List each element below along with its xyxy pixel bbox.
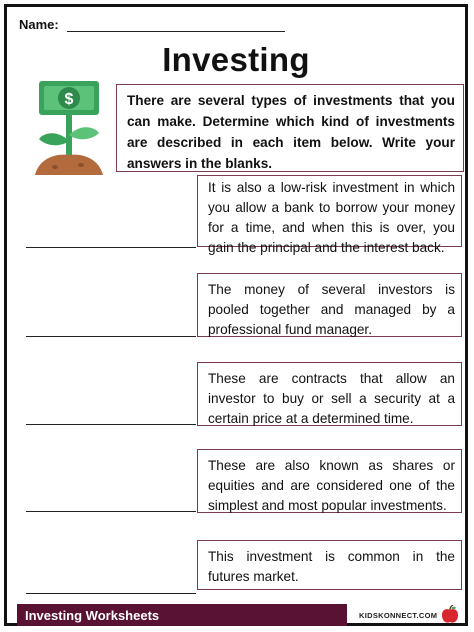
- footer-brand: KIDSKONNECT.COM: [359, 610, 438, 620]
- item-4-description: These are also known as shares or equities and are considered one of the simplest and most popular investments.: [197, 449, 462, 513]
- answer-blank-2[interactable]: [26, 336, 196, 337]
- item-3-description: These are contracts that allow an investor to buy or sell a security at a certain price at a determined time.: [197, 362, 462, 426]
- item-1-description: It is also a low-risk investment in which you allow a bank to borrow your money for a time, and when this is over, you gain the principal and the interest back.: [197, 175, 462, 247]
- money-plant-icon: [31, 79, 107, 177]
- apple-icon: [441, 605, 459, 625]
- footer-label: Investing Worksheets: [17, 604, 347, 626]
- answer-blank-1[interactable]: [26, 247, 196, 248]
- instructions-box: There are several types of investments that you can make. Determine which kind of investments are described in each item below. Write your answers in the blanks.: [116, 84, 464, 172]
- worksheet: [4, 4, 468, 626]
- page-title: Investing: [162, 41, 310, 78]
- item-5-description: This investment is common in the futures market.: [197, 540, 462, 590]
- item-2-description: The money of several investors is pooled together and managed by a professional fund manager.: [197, 273, 462, 337]
- name-blank[interactable]: [67, 31, 285, 32]
- name-label: Name:: [19, 17, 59, 32]
- answer-blank-5[interactable]: [26, 593, 196, 594]
- svg-text:$: $: [64, 91, 74, 108]
- answer-blank-4[interactable]: [26, 511, 196, 512]
- footer: [17, 604, 463, 626]
- answer-blank-3[interactable]: [26, 424, 196, 425]
